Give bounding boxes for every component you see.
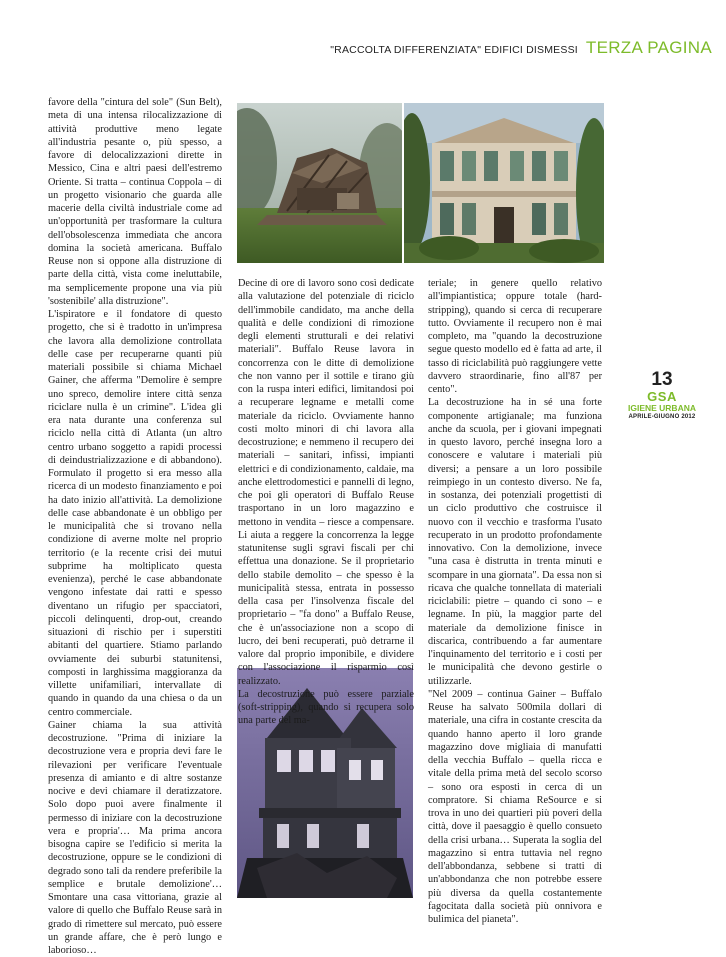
magazine-logo: GSA xyxy=(647,389,677,404)
paragraph: Gainer chiama la sua attività decostruzione. "Prima di iniziare la decostruzione vera e propria devi fare le rilevazioni per verificare l'eventuale presenza di amianto e di altre sostanze nocive e devi chiamare il deratizzatore. Solo dopo puoi avere finalmente il permesso di iniziare con la decostruzione vera e propria'… Ma prima ancora bisogna capire se l'edificio si merita la decostruzione, oppure se le condizioni di degrado sono tali da rendere preferibile la semplice e brutale demolizione'… Smontare una casa vittoriana, grazie al valore di quello che Buffalo Reuse sarà in grado di rimettere sul mercato, può essere un grande affare, che è però lungo e laborioso… xyxy=(48,719,222,956)
page-number: 13 xyxy=(651,369,673,390)
paragraph: L'ispiratore e il fondatore di questo progetto, che si è tradotto in un'impresa che lavora alla demolizione controllata delle case per recuperarne quanti più materiali possibile si chiama Michael Gainer, che afferma "Demolire è sempre uno spreco, demolire intere città senza riciclare nulla è un crimine". L'idea gli era nata durante una conferenza sul riciclo nella città di Atlanta (un altro centro urbano soggetto a rapidi processi di deindustrializzazione e di abbandono). Formulato il progetto si era messo alla ricerca di un modesto finanziamento e poi ha dato inizio all'attività. La demolizione delle case abbandonate è un obbligo per le municipalità che si trovano nella condizione di averne molte nel proprio territorio (e la recente crisi dei mutui subprime ha moltiplicato questa evenienza), perché le case abbandonate vengono infestate dai ratti e spesso diventano un rifugio per spacciatori, piccoli delinquenti, drop-out, creando situazioni di rischio per i superstiti abitanti del quartiere. Stiamo parlando ovviamente dei suburbi statunitensi, composti in larghissima maggioranza da villette unifamiliari, intervallate di quando in quando da una chiesa o da un centro commerciale. xyxy=(48,309,222,718)
photo-demolished-house xyxy=(237,103,402,263)
page-header xyxy=(200,38,712,60)
header-kicker: "RACCOLTA DIFFERENZIATA" EDIFICI DISMESSI xyxy=(330,44,578,56)
paragraph: "Nel 2009 – continua Gainer – Buffalo Reuse ha salvato 500mila dollari di materiale, una cifra in costante crescita da quando hanno aperto il loro grande magazzino dove migliaia di manufatti della vecchia Buffalo – quella ricca e vitale della prima metà del secolo scorso – sono ora esposti in cerca di un compratore. Si chiama ReSource e si trova in uno dei quartieri più poveri della città, dove il paesaggio è quello consueto della crisi urbana… Superata la soglia del magazzino si entra tuttavia nel regno dell'abbondanza, sebbene si tratti di un'abbondanza che non potrebbe essere più diversa da quella costantemente fagocitata dalla società più onnivora e bulimica del pianeta". xyxy=(428,688,602,925)
demolished-house-image xyxy=(237,103,402,263)
paragraph: Decine di ore di lavoro sono così dedicate alla valutazione del potenziale di riciclo dell'immobile candidato, ma anche della qualità e delle condizioni di rimozione degli elementi strutturali e dei relativi materiali". Buffalo Reuse lavora in concorrenza con le ditte di demolizione che non vanno per il sottile e tirano giù con la ruspa interi edifici, limitandosi poi a recuperare legname e metalli come materiale da riciclo. Ovviamente hanno costi molto minori di chi lavora alla decostruzione; e nemmeno il recupero dei materiali – sanitari, infissi, impianti elettrici e di condizionamento, caldaie, ma anche elettrodomestici e pannelli di legno, che poi gli operatori di Buffalo Reuse trasportano in un loro magazzino e mettono in vendita – riesce a compensare. Li aiuta a reggere la concorrenza la legge statunitense sugli sgravi fiscali per chi effettua una donazione. Se il proprietario dello stabile demolito – che spesso è la municipalità stessa, entrata in possesso della casa per l'insolvenza fiscale del proprietario – "fa dono" a Buffalo Reuse, che è un'associazione non a scopo di lucro, dei beni recuperati, può detrarne il valore dal proprio imponibile, e dividere con l'associazione il risparmio così realizzato. xyxy=(238,278,414,687)
paragraph: favore della "cintura del sole" (Sun Belt), meta di una intensa rilocalizzazione di attività produttive meno legate all'industria pesante o, più spesso, a favore di delocalizzazioni dirette in Messico, Cina e altri paesi dell'estremo Oriente. Si tratta – continua Coppola – di un progetto visionario che guarda alle macerie della civiltà industriale come ad un'opportunità per trasformare la cultura dell'obsolescenza immediata che ancora domina la società americana. Buffalo Reuse non si oppone alla distruzione di parte della città, vista come ineluttabile, ma semplicemente propone una via più 'sostenibile' alla distruzione". xyxy=(48,97,222,307)
article-column-3 xyxy=(428,277,602,926)
abandoned-villa-image xyxy=(404,103,604,263)
photo-abandoned-villa xyxy=(404,103,604,263)
page-folio xyxy=(612,370,712,421)
section-title: TERZA PAGINA xyxy=(585,38,712,57)
paragraph: La decostruzione può essere parziale (soft-stripping), quando si recupera solo una parte del ma- xyxy=(238,688,414,727)
issue-date: APRILE-GIUGNO 2012 xyxy=(628,414,696,420)
article-column-2 xyxy=(238,277,414,728)
magazine-subtitle: IGIENE URBANA xyxy=(627,403,696,413)
article-column-1 xyxy=(48,96,222,957)
paragraph: La decostruzione ha in sé una forte componente artigianale; ma funziona anche da scuola, per i giovani impegnati in questo lavoro, perché insegna loro a conoscere e valutare i materiali più diversi; a pensare a un loro possibile reimpiego in un contesto diverso. Ne fa, in sostanza, dei potenziali progettisti di un ciclo produttivo che costruisce il nuovo con il vecchio e trasforma l'usato recuperato in un prodotto profondamente innovativo. Con la demolizione, invece "una casa è distrutta in trenta minuti e scompare in una giornata". Da essa non si ricava che qualche tonnellata di materiali riciclabili: pietre – quando ci sono – e legname. In più, la maggior parte del materiale da demolizione finisce in discarica, contribuendo a far aumentare l'inquinamento del territorio e i costi per le municipalità che devono gestirle o utilizzarle. xyxy=(428,397,602,687)
paragraph: teriale; in genere quello relativo all'impiantistica; oppure totale (hard-stripping), quando si cerca di recuperare tutto. Ovviamente il recupero non è mai completo, ma "quando la decostruzione segue questo modello ed è fatta ad arte, il tasso di riciclabilità può raggiungere vette davvero straordinarie, fino all'87 per cento". xyxy=(428,278,602,395)
